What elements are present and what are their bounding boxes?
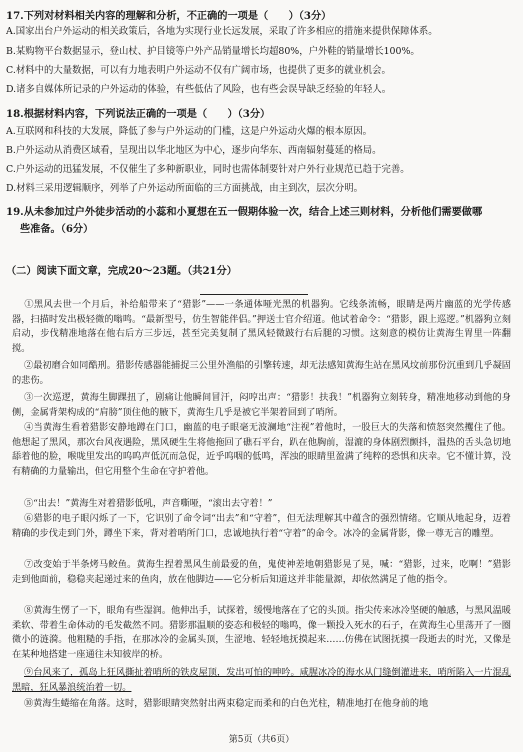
paragraph-5: ⑤“出去！”黄海生对着猎影低吼，声音嘶哑，“滚出去守着！”	[24, 498, 273, 509]
title-underline	[200, 294, 308, 295]
q17-option-c: C.材料中的大量数据，可以有力地表明户外运动不仅有广阔市场，也提供了更多的就业机会。	[6, 65, 391, 76]
q18-stem: 18.根据材料内容，下列说法正确的一项是（ ）（3分）	[6, 108, 271, 120]
paragraph-9: ⑨台风来了，孤岛上狂风撕扯着哨所的铁皮屋顶，发出可怕的呻吟。咸腥冰冷的海水从门缝倒灌进来，哨所陷入一片混乱黑暗，狂风暴浪统治着一切。	[12, 667, 511, 693]
q17-option-d: D.诸多自媒体所记录的户外运动的体验，有些低估了风险，也有些会误导缺乏经验的年轻人。	[6, 84, 392, 95]
q18-option-a: A.互联网和科技的大发展，降低了参与户外运动的门槛，这是户外运动火爆的根本原因。	[6, 126, 373, 137]
q17-stem: 17.下列对材料相关内容的理解和分析，不正确的一项是（ ）（3分）	[6, 10, 332, 22]
q17-option-a: A.国家出台户外运动的相关政策后，各地为实现行业长远发展，采取了许多相应的措施来提供保障体系。	[6, 26, 438, 37]
q18-option-b: B.户外运动从消费区域看，呈现出以华北地区为中心，逐步向华东、西南辐射蔓延的格局。	[6, 145, 382, 156]
paragraph-10: ⑩黄海生蜷缩在角落。这时，猎影眼睛突然射出两束稳定而柔和的白色光柱，精准地打在他身前的地	[24, 698, 429, 709]
q19-stem-line2: 些准备。（6分）	[20, 223, 94, 235]
q19-stem-line1: 19.从未参加过户外徒步活动的小蕊和小夏想在五一假期体验一次，结合上述三则材料，分析他们需要做哪	[6, 206, 483, 218]
paragraph-1: ①黑风去世一个月后，补给船带来了“猎影”——一条通体哑光黑的机器狗。它线条流畅，眼睛是两片幽蓝的光学传感器，扫描时发出极轻微的嗡鸣。“最新型号，仿生智能伴侣。”押送士官介绍道。他试着命令：“猎影，跟上巡逻。”机器狗立刻启动，步伐精准地落在他右后方三步远，甚至完美复制了黑风轻微跛行右后腿的习惯。这刻意的模仿让黄海生胃里一阵翻搅。	[12, 299, 511, 354]
section-heading: （二）阅读下面文章，完成20～23题。（共21分）	[6, 265, 237, 277]
q18-option-c: C.户外运动的迅猛发展，不仅催生了多种新职业，同时也需体制要针对户外行业规范已趋于完善。	[6, 164, 410, 175]
paragraph-4: ④当黄海生看着猎影安静地蹲在门口，幽蓝的电子眼毫无波澜地“注视”着他时，一股巨大的失落和愤怒突然攫住了他。他想起了黑风，那次台风夜遇险，黑风硬生生将他拖回了礁石平台，趴在他胸前，湿漉的身体剧烈颤抖，温热的舌头急切地舔着他的脸，喉咙里发出的呜呜声低沉而急促，近乎呜咽的低鸣，浑浊的眼睛里盈满了纯粹的恐惧和庆幸。它不懂计算，没有精确的力量输出，但它用整个生命在守护着他。	[12, 422, 511, 477]
paragraph-3: ③一次巡逻，黄海生脚踝扭了，剧痛让他瞬间冒汗，闷哼出声：“猎影！扶我！”机器狗立刻转身，精准地移动到他的身侧，金属背架构成的“肩膀”顶住他的腋下，黄海生几乎是被它半架着回到了哨所。	[12, 392, 511, 418]
q18-option-d: D.材料三采用逻辑顺序，列举了户外运动所面临的三方面挑战，由主到次，层次分明。	[6, 183, 364, 194]
paragraph-6: ⑥猎影的电子眼闪烁了一下，它识别了命令词“出去”和“守着”，但无法理解其中蕴含的强烈情绪。它顺从地起身，迈着精确的步伐走到门外，蹲坐下来，背对着哨所门口，忠诚地执行着“守着”的命令。冰冷的金属背影，像一尊无言的雕塑。	[12, 513, 511, 539]
q17-option-b: B.某购物平台数据显示，登山杖、护目镜等户外产品销量增长均超80%，户外鞋的销量增长100%。	[6, 46, 420, 57]
paragraph-2: ②最初磨合如同酷刑。猎影传感器能捕捉三公里外渔船的引擎转速，却无法感知黄海生站在黑风坟前那份沉重到几乎凝固的悲伤。	[12, 360, 511, 386]
paragraph-8: ⑧黄海生愣了一下，眼角有些湿润。他伸出手，试探着，缓慢地落在了它的头顶。指尖传来冰冷坚硬的触感，与黑风温暖柔软、带着生命体动的毛发截然不同。猎影那温顺的姿态和极轻的嗡鸣，像一颗投入死水的石子，在黄海生心里荡开了一圈微小的涟漪。他粗糙的手指，在那冰冷的金属头顶，生涩地、轻轻地抚摸起来……仿佛在试图抚摸一段逝去的时光，又像是在某种地搭建一座通往未知彼岸的桥。	[12, 605, 511, 660]
page-footer: 第5页（共6页）	[228, 735, 295, 745]
paragraph-7: ⑦改变始于半条烤马鲛鱼。黄海生捏着黑风生前最爱的鱼，鬼使神差地朝猎影晃了晃，喊：“猎影，过来，吃啊！”猎影走到他面前，稳稳夹起递过来的鱼肉，放在他脚边——它分析后知道这并非能量源，却依然满足了他的指令。	[12, 559, 511, 585]
